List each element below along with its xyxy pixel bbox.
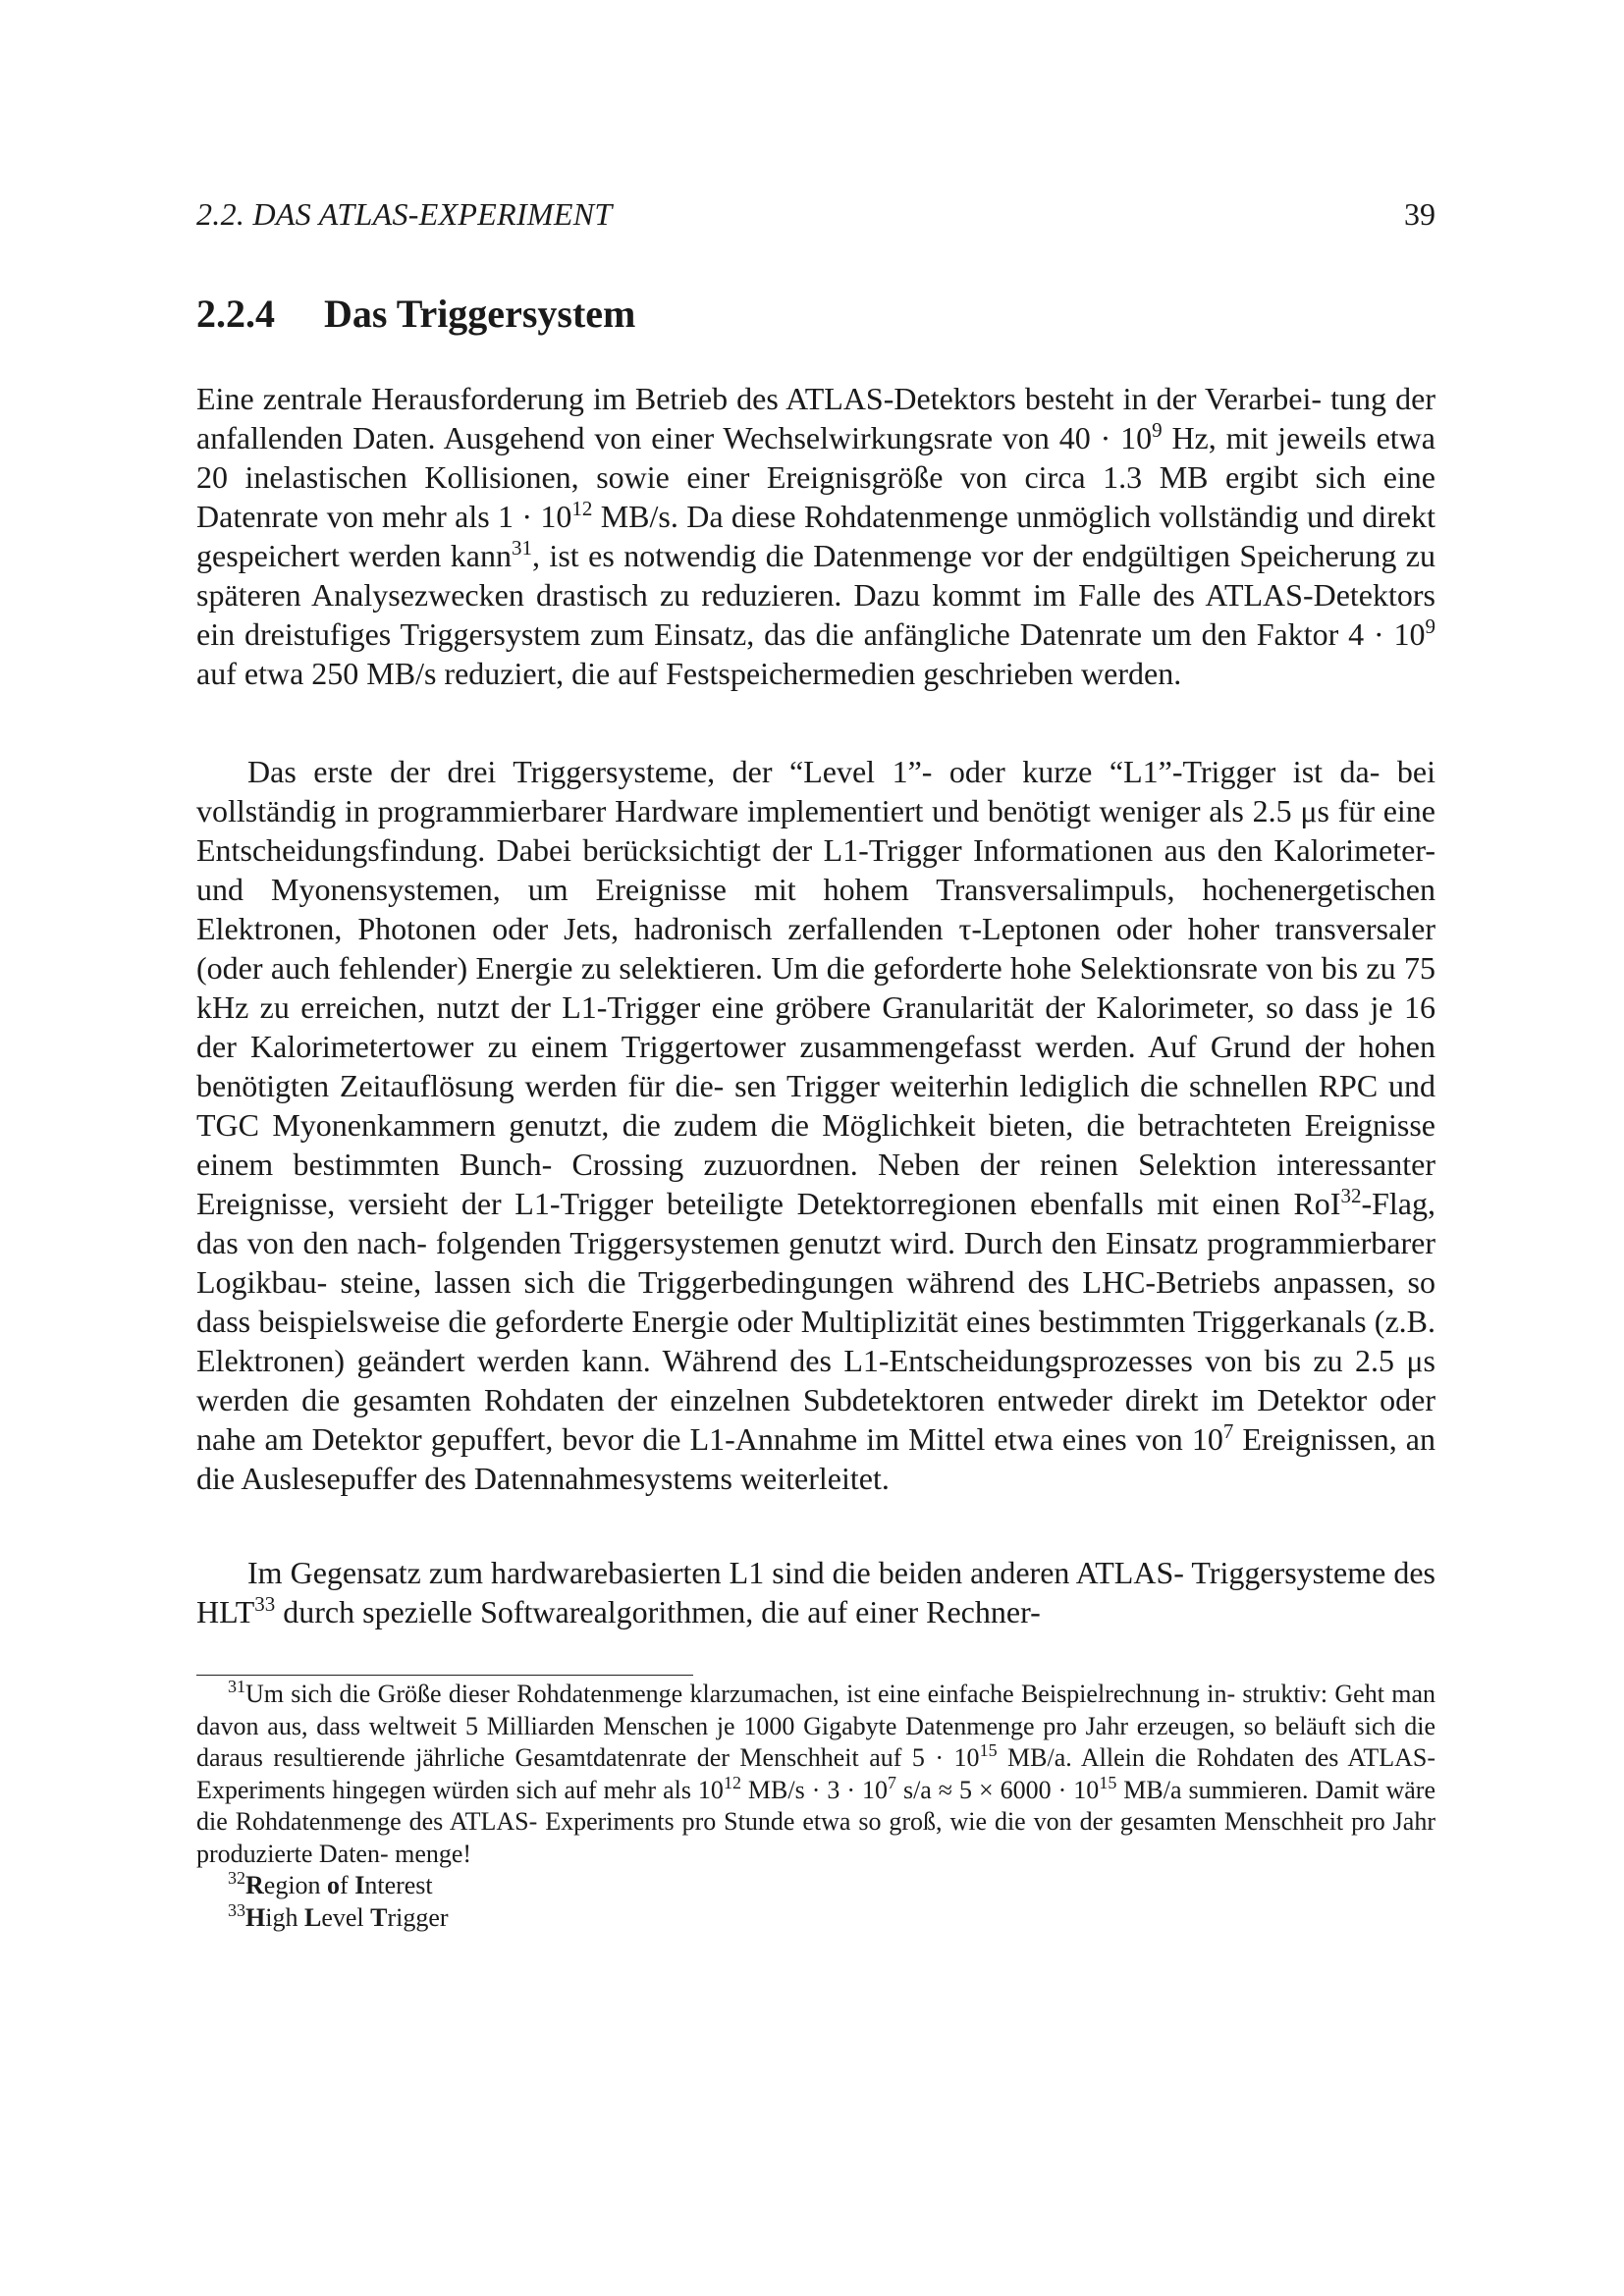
footnotes — [196, 1679, 1435, 1934]
acronym-letter: R — [245, 1871, 264, 1899]
acronym-letter: o — [327, 1871, 341, 1899]
text-run: rigger — [387, 1902, 449, 1932]
text-run: egion — [263, 1871, 328, 1899]
acronym-letter: I — [354, 1871, 365, 1899]
text-run: durch spezielle Softwarealgorithmen, die auf einer Rechner- — [275, 1594, 1041, 1629]
text-run: Hz, mit jeweils etwa 20 inelastischen Kollisionen, sowie einer Ereignisgröße von circa 1.3 MB ergibt sich eine Datenrate von mehr als 1 · 10 — [196, 420, 1436, 534]
text-run: MB/a summieren. Damit wäre die Rohdatenmenge des ATLAS- Experiments pro Stunde etwa so groß, wie die von der gesamten Menschheit pro Jahr produzierte Daten- menge! — [196, 1775, 1435, 1868]
footnote-32 — [196, 1870, 1435, 1902]
text-run: evel — [321, 1902, 371, 1932]
exponent: 12 — [571, 497, 593, 520]
footnote-ref-32[interactable]: 32 — [1340, 1184, 1362, 1207]
text-run: f — [340, 1871, 355, 1899]
exponent: 12 — [723, 1772, 741, 1792]
text-run: igh — [265, 1902, 304, 1932]
running-head-title: 2.2. DAS ATLAS-EXPERIMENT — [196, 196, 613, 232]
exponent: 15 — [979, 1740, 998, 1760]
text-run: Eine zentrale Herausforderung im Betrieb des ATLAS-Detektors besteht in der Verarbei- tung der anfallenden Daten. Ausgehend von einer Wechselwirkungsrate von 40 · 10 — [196, 381, 1435, 455]
acronym-letter: L — [303, 1902, 322, 1932]
footnote-31 — [196, 1679, 1435, 1870]
exponent: 9 — [1425, 614, 1435, 638]
text-run: MB/s · 3 · 10 — [740, 1775, 888, 1804]
text-run: MB/s. Da diese Rohdatenmenge unmöglich vollständig und direkt gespeichert werden kann — [196, 499, 1435, 573]
footnote-ref-33[interactable]: 33 — [254, 1592, 276, 1616]
exponent: 15 — [1099, 1772, 1117, 1792]
text-run: Das erste der drei Triggersysteme, der “Level 1”- oder kurze “L1”-Trigger ist da- bei vollständig in programmierbarer Hardware implementiert und benötigt weniger als 2.5 μs für eine Entscheidungsfindung. Dabei berücksichtigt der L1-Trigger Informationen aus den Kalorimeter- und Myonensystemen, um Ereignisse mit hohem Transversalimpuls, hochenergetischen Elektronen, Photonen oder Jets, hadronisch zerfallenden τ-Leptonen oder hoher transversaler (oder auch fehlender) Energie zu selektieren. Um die geforderte hohe Selektionsrate von bis zu 75 kHz zu erreichen, nutzt der L1-Trigger eine gröbere Granularität der Kalorimeter, so dass je 16 der Kalorimetertower zu einem Triggertower zusammengefasst werden. Auf Grund der hohen benötigten Zeitauflösung werden für die- sen Trigger weiterhin lediglich die schnellen RPC und TGC Myonenkammern genutzt, die zudem die Möglichkeit bieten, die betrachteten Ereignisse einem bestimmten Bunch- Crossing zuzuordnen. Neben der reinen Selektion interessanter Ereignisse, versieht der L1-Trigger beteiligte Detektorregionen ebenfalls mit einen RoI — [196, 754, 1435, 1221]
text-run: auf etwa 250 MB/s reduziert, die auf Festspeichermedien geschrieben werden. — [196, 656, 1182, 691]
exponent: 7 — [887, 1772, 896, 1792]
paragraph-1 — [196, 379, 1435, 693]
footnote-mark: 32 — [228, 1868, 245, 1888]
text-run: MB/a. Allein die Rohdaten des ATLAS-Experiments hingegen würden sich auf mehr als 10 — [196, 1743, 1435, 1804]
paragraph-3 — [196, 1553, 1435, 1631]
running-head — [196, 196, 1435, 236]
exponent: 9 — [1152, 418, 1163, 442]
text-run: Um sich die Größe dieser Rohdatenmenge klarzumachen, ist eine einfache Beispielrechnung in- struktiv: Geht man davon aus, dass weltweit 5 Milliarden Menschen je 1000 Gigabyte Datenmenge pro Jahr erzeugen, so beläuft sich die daraus resultierende jährliche Gesamtdatenrate der Menschheit auf 5 · 10 — [196, 1680, 1435, 1772]
text-run: nterest — [364, 1871, 433, 1899]
text-run: s/a ≈ 5 × 6000 · 10 — [895, 1775, 1100, 1804]
footnote-mark: 33 — [228, 1899, 245, 1920]
footnote-ref-31[interactable]: 31 — [511, 536, 532, 560]
page-number: 39 — [1404, 196, 1435, 232]
section-heading — [196, 291, 635, 337]
text-run: , ist es notwendig die Datenmenge vor der endgültigen Speicherung zu späteren Analysezwecken drastisch zu reduzieren. Dazu kommt im Falle des ATLAS-Detektors ein dreistufiges Triggersystem zum Einsatz, das die anfängliche Datenrate um den Faktor 4 · 10 — [196, 538, 1436, 652]
acronym-letter: T — [370, 1902, 388, 1932]
footnote-mark: 31 — [228, 1677, 245, 1696]
acronym-letter: H — [245, 1902, 266, 1932]
text-run: Im Gegensatz zum hardwarebasierten L1 sind die beiden anderen ATLAS- Triggersysteme des HLT — [196, 1555, 1435, 1629]
footnote-rule — [196, 1675, 693, 1676]
section-number: 2.2.4 — [196, 292, 275, 336]
section-title: Das Triggersystem — [324, 292, 636, 336]
exponent: 7 — [1222, 1419, 1234, 1443]
footnote-33 — [196, 1899, 1435, 1935]
text-run: Ereignissen, an die Auslesepuffer des Datennahmesystems weiterleitet. — [196, 1421, 1436, 1496]
text-run: -Flag, das von den nach- folgenden Triggersystemen genutzt wird. Durch den Einsatz programmierbarer Logikbau- steine, lassen sich die Triggerbedingungen während des LHC-Betriebs anpassen, so dass beispielsweise die geforderte Energie oder Multiplizität eines bestimmten Triggerkanals (z.B. Elektronen) geändert werden kann. Während des L1-Entscheidungsprozesses von bis zu 2.5 μs werden die gesamten Rohdaten der einzelnen Subdetektoren entweder direkt im Detektor oder nahe am Detektor gepuffert, bevor die L1-Annahme im Mittel etwa eines von 10 — [196, 1186, 1435, 1457]
paragraph-2 — [196, 752, 1435, 1498]
